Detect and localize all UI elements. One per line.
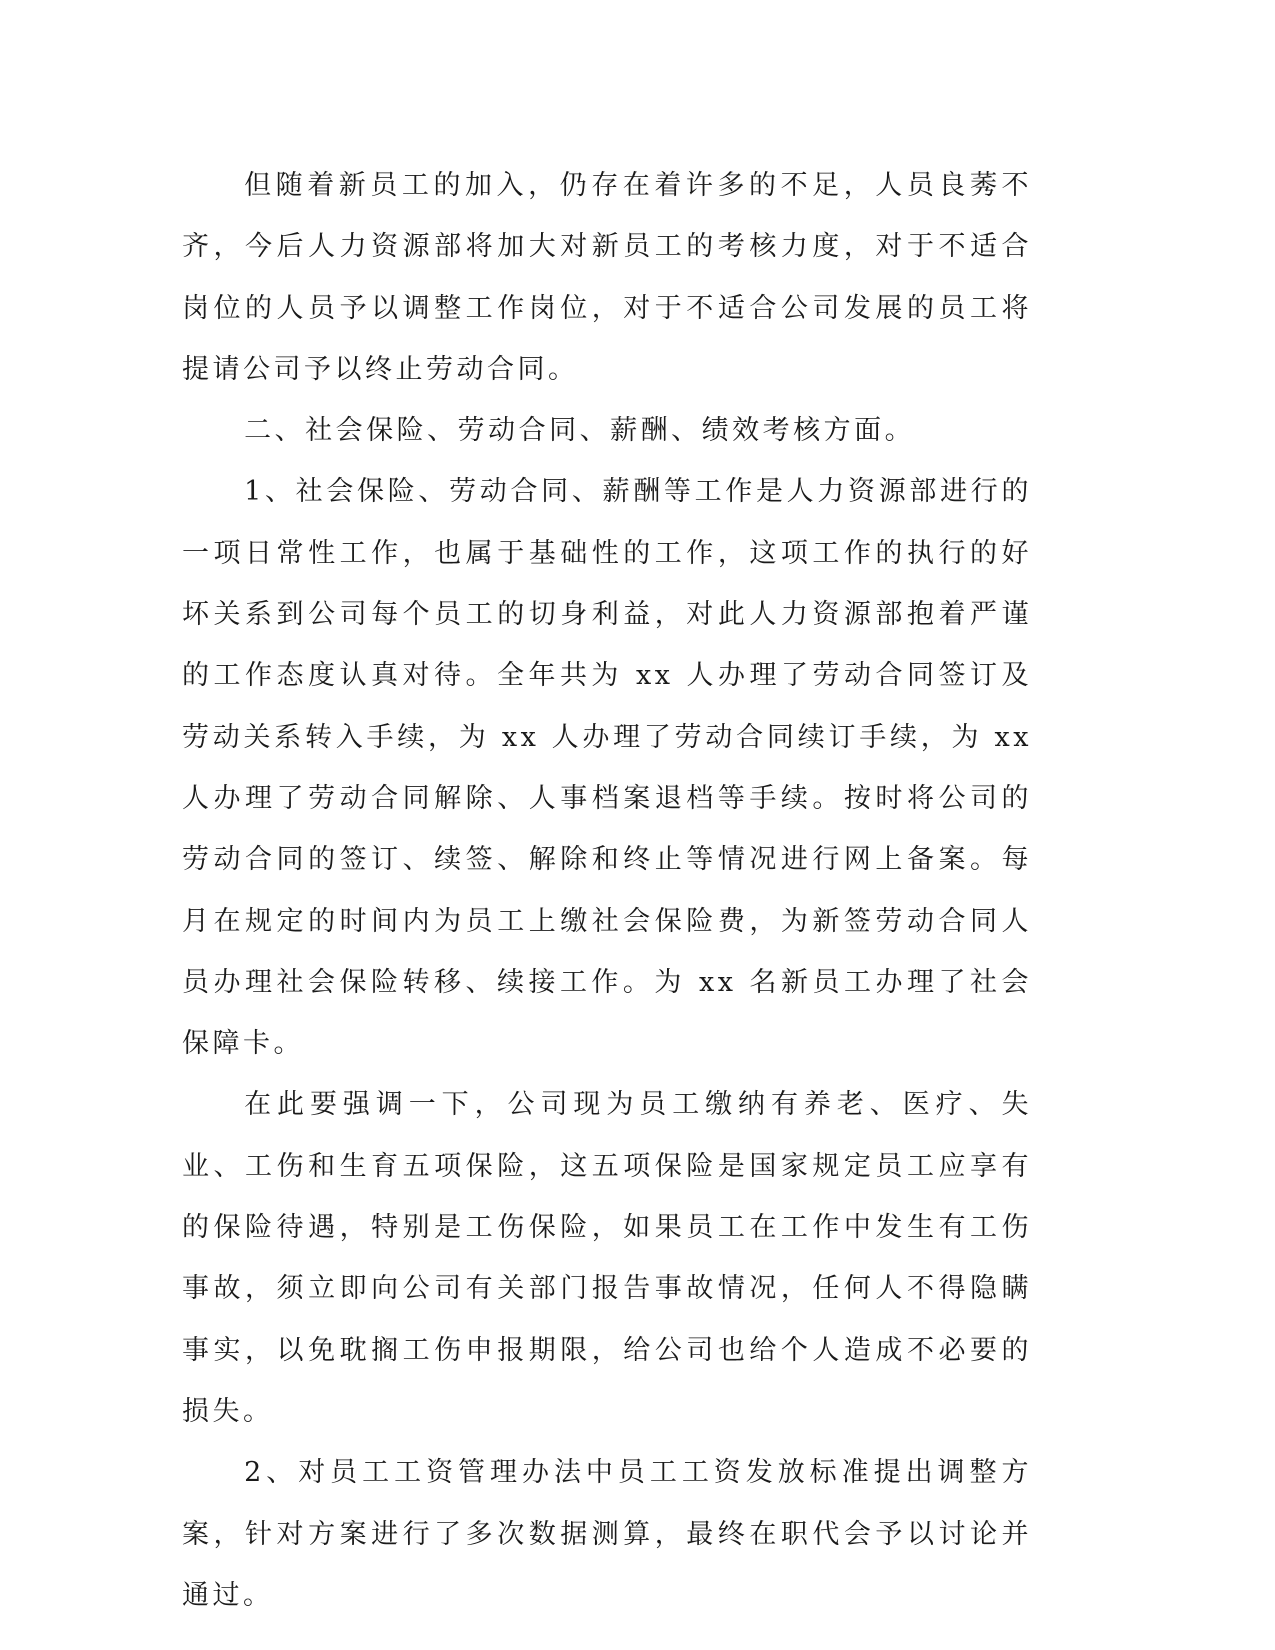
section-heading-social-insurance: 二、社会保险、劳动合同、薪酬、绩效考核方面。 — [244, 415, 916, 447]
document-body — [182, 155, 1032, 1626]
paragraph-insurance-contracts: 1、社会保险、劳动合同、薪酬等工作是人力资源部进行的一项日常性工作，也属于基础性的工作，这项工作的执行的好坏关系到公司每个员工的切身利益，对此人力资源部抱着严谨的工作态度认真对待。全年共为 xx 人办理了劳动合同签订及劳动关系转入手续，为 xx 人办理了劳动合同续订手续，为 xx 人办理了劳动合同解除、人事档案退档等手续。按时将公司的劳动合同的签订、续签、解除和终止等情况进行网上备案。每月在规定的时间内为员工上缴社会保险费，为新签劳动合同人员办理社会保险转移、续接工作。为 xx 名新员工办理了社会保障卡。 — [182, 476, 1032, 1060]
paragraph-insurance-emphasis: 在此要强调一下，公司现为员工缴纳有养老、医疗、失业、工伤和生育五项保险，这五项保险是国家规定员工应享有的保险待遇，特别是工伤保险，如果员工在工作中发生有工伤事故，须立即向公司有关部门报告事故情况，任何人不得隐瞒事实，以免耽搁工伤申报期限，给公司也给个人造成不必要的损失。 — [182, 1089, 1032, 1427]
paragraph-new-staff-assessment: 但随着新员工的加入，仍存在着许多的不足，人员良莠不齐，今后人力资源部将加大对新员工的考核力度，对于不适合岗位的人员予以调整工作岗位，对于不适合公司发展的员工将提请公司予以终止劳动合同。 — [182, 170, 1032, 385]
paragraph-salary-adjustment: 2、对员工工资管理办法中员工工资发放标准提出调整方案，针对方案进行了多次数据测算，最终在职代会予以讨论并通过。 — [182, 1457, 1032, 1611]
